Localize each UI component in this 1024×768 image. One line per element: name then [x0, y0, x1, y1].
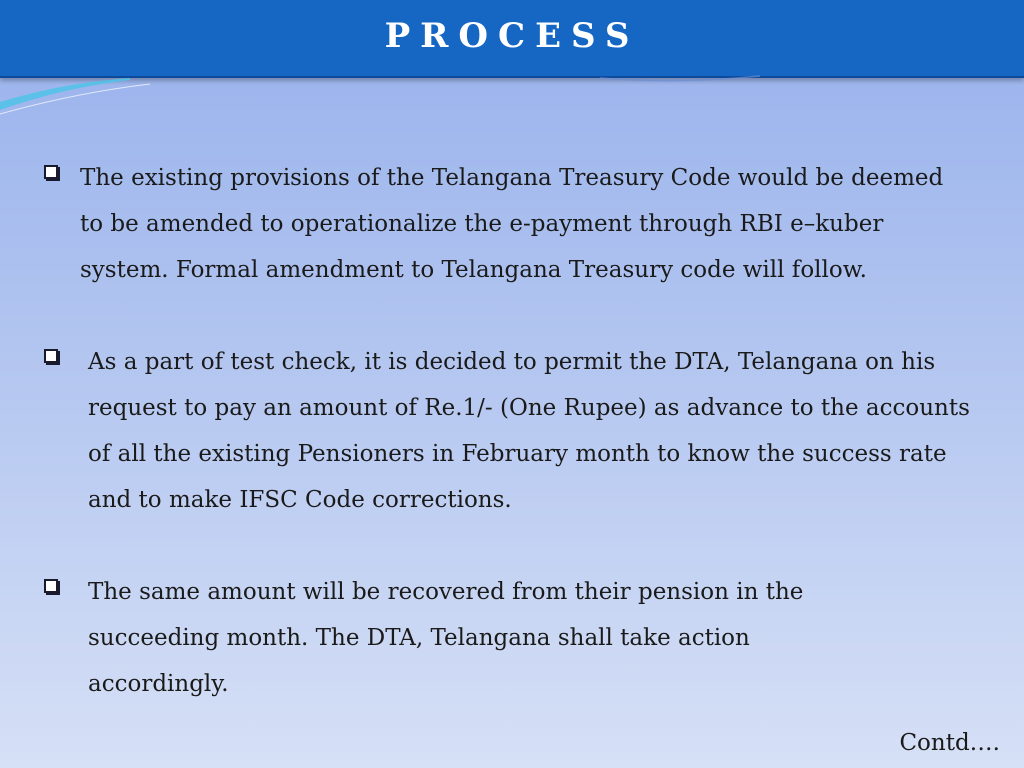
- bullet-text-3: The same amount will be recovered from their pension in the succeeding month. The DTA, Telangana shall take action accordingly.: [88, 579, 804, 697]
- slide-title: PROCESS: [384, 16, 640, 56]
- checkbox-square-icon: [44, 349, 58, 363]
- checkbox-square-icon: [44, 579, 58, 593]
- decorative-swoosh: [0, 70, 1024, 130]
- continued-label: Contd….: [899, 730, 1000, 756]
- title-bar: [0, 0, 1024, 78]
- bullet-text-1: The existing provisions of the Telangana Treasury Code would be deemed to be amended to operationalize the e-payment through RBI e–kuber system. Formal amendment to Telangana Treasury code will follow.: [80, 165, 944, 283]
- bullet-text-2: As a part of test check, it is decided to permit the DTA, Telangana on his request to pay an amount of Re.1/- (One Rupee) as advance to the accounts of all the existing Pensioners in February month to know the success rate and to make IFSC Code corrections.: [88, 349, 970, 513]
- checkbox-square-icon: [44, 165, 58, 179]
